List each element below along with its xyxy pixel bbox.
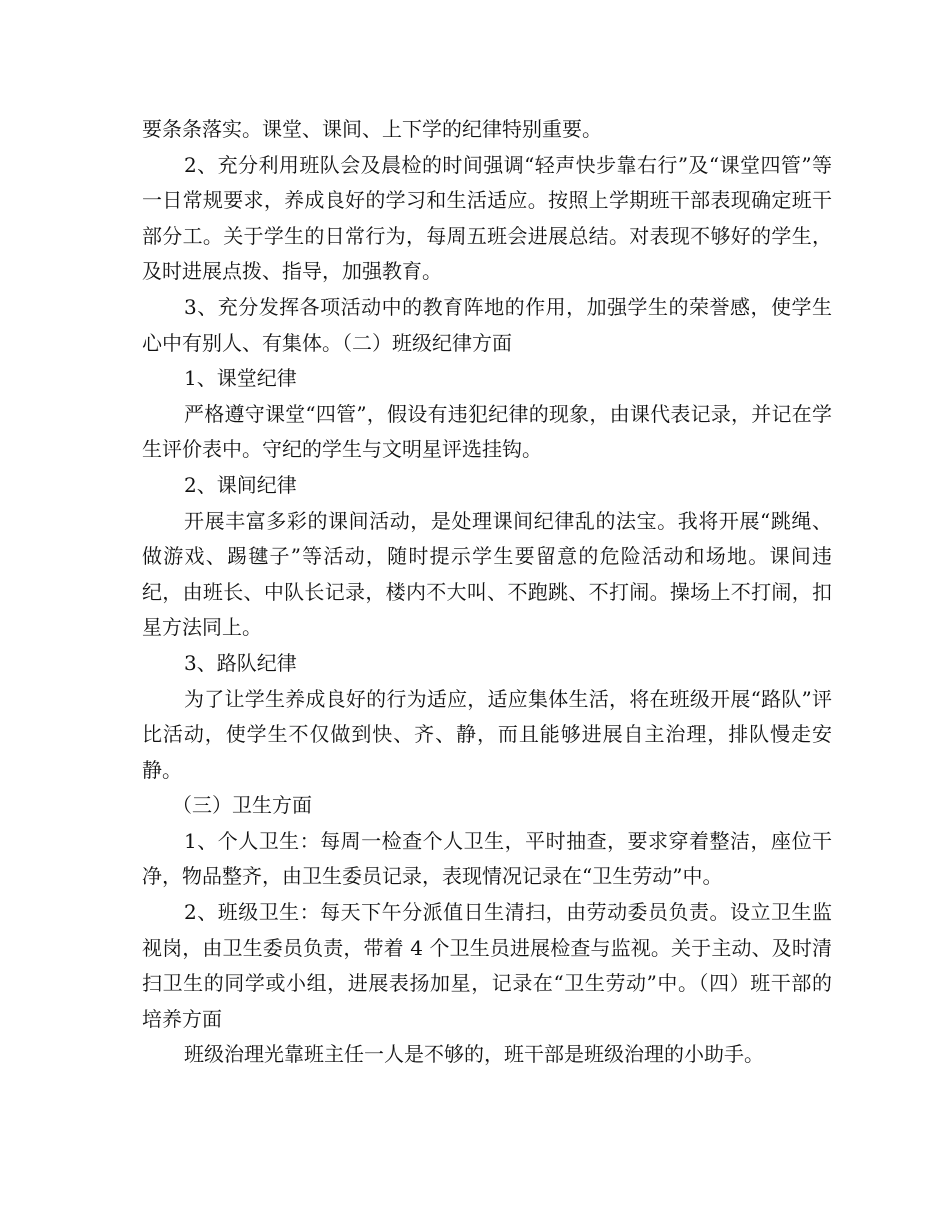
- subheading-break-discipline: 2、课间纪律: [184, 472, 297, 497]
- paragraph-continuation: 要条条落实。课堂、课间、上下学的纪律特别重要。: [142, 117, 602, 141]
- paragraph-item-2: 2、充分利用班队会及晨检的时间强调“轻声快步靠右行”及“课堂四管”等一日常规要求，养成良好的学习和生活适应。按照上学期班干部表现确定班干部分工。关于学生的日常行为，每周五班会进展总结。对表现不够好的学生，及时进展点拨、指导，加强教育。: [142, 152, 832, 284]
- paragraph-break-discipline: 开展丰富多彩的课间活动，是处理课间纪律乱的法宝。我将开展“跳绳、做游戏、踢毽子”等活动，随时提示学生要留意的危险活动和场地。课间违纪，由班长、中队长记录，楼内不大叫、不跑跳、不打闹。操场上不打闹，扣星方法同上。: [142, 508, 832, 640]
- document-body: [142, 112, 832, 1073]
- paragraph-class-management: 班级治理光靠班主任一人是不够的，班干部是班级治理的小助手。: [184, 1042, 764, 1067]
- paragraph-queue-discipline: 为了让学生养成良好的行为适应，适应集体生活，将在班级开展“路队”评比活动，使学生不仅做到快、齐、静，而且能够进展自主治理，排队慢走安静。: [142, 686, 832, 782]
- subheading-classroom-discipline: 1、课堂纪律: [184, 366, 297, 391]
- paragraph-item-3: 3、充分发挥各项活动中的教育阵地的作用，加强学生的荣誉感，使学生心中有别人、有集体。（二）班级纪律方面: [142, 294, 832, 355]
- paragraph-classroom-discipline: 严格遵守课堂“四管”，假设有违犯纪律的现象，由课代表记录，并记在学生评价表中。守纪的学生与文明星评选挂钩。: [142, 401, 832, 462]
- section-heading-hygiene: （三）卫生方面: [172, 793, 312, 818]
- paragraph-personal-hygiene: 1、个人卫生：每周一检查个人卫生，平时抽查，要求穿着整洁，座位干净，物品整齐，由卫生委员记录，表现情况记录在“卫生劳动”中。: [142, 828, 832, 889]
- subheading-queue-discipline: 3、路队纪律: [184, 650, 297, 675]
- paragraph-class-hygiene: 2、班级卫生：每天下午分派值日生清扫，由劳动委员负责。设立卫生监视岗，由卫生委员负责，带着 4 个卫生员进展检查与监视。关于主动、及时清扫卫生的同学或小组，进展表扬加星，记录在“卫生劳动”中。（四）班干部的培养方面: [142, 900, 832, 1031]
